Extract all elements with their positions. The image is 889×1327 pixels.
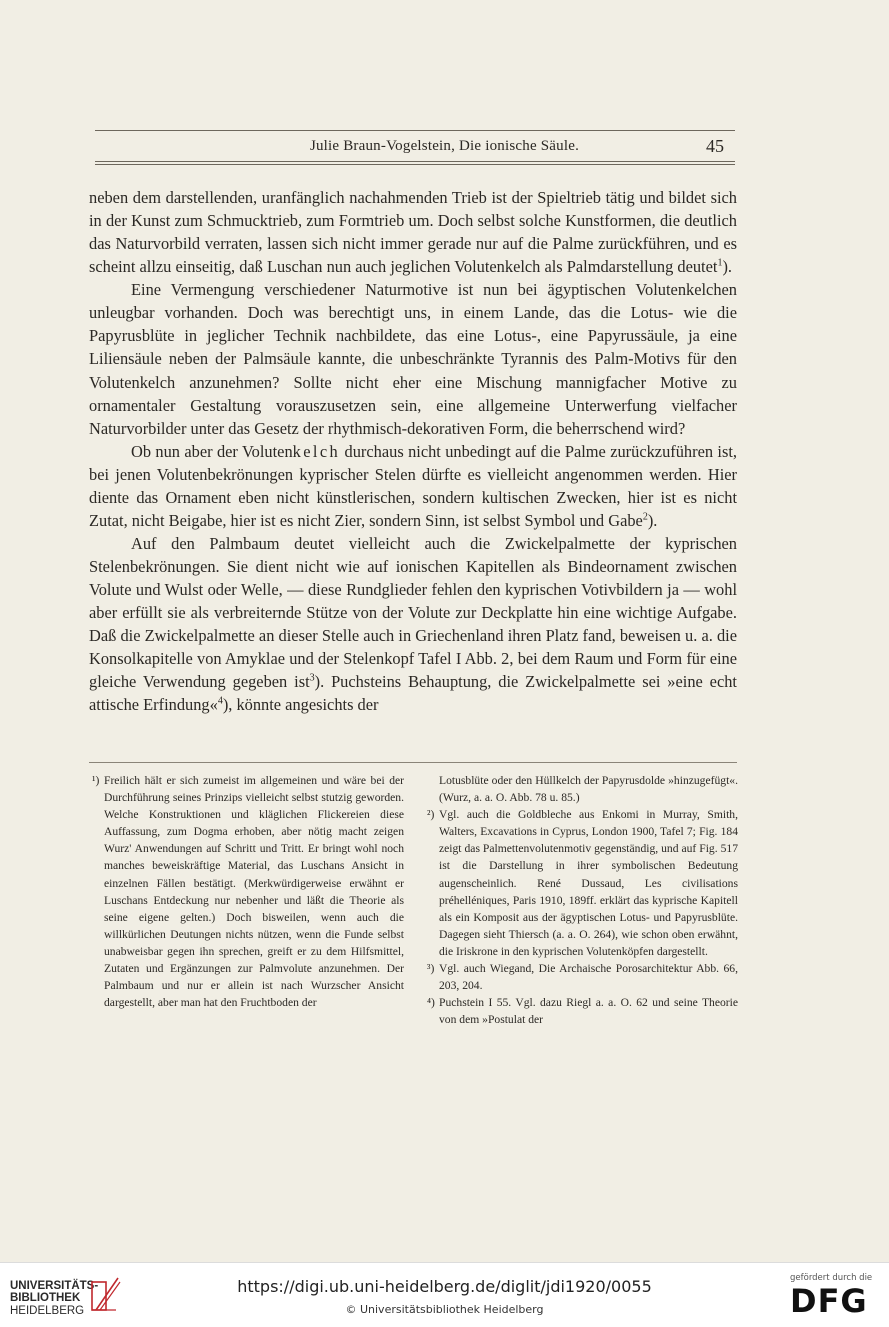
header-rule-upper <box>95 161 735 162</box>
running-head: Julie Braun-Vogelstein, Die ionische Säule. <box>309 138 580 154</box>
footnote-text: Vgl. auch die Goldbleche aus Enkomi in Murray, Smith, Walters, Excavations in Cyprus, London 1900, Tafel 7; Fig. 184 zeigt das Palmettenvolutenmotiv gegenständig, und auf Fig. 517 ist die Darstellung in ihrer symbolischen Bedeutung augenscheinlich. René Dussaud, Les civilisations préhelléniques, Paris 1910, 189ff. erklärt das kyprische Kapitell als ein Komposit aus der ägyptischen Lotus- und Papyrusblüte. Dagegen sieht Thiersch (a. a. O. 264), wie schon oben erwähnt, die Iriskrone in den kyprischen Volutenköpfen dargestellt. <box>439 808 738 958</box>
paragraph-3-spaced-word: kelch <box>292 441 341 461</box>
footnote-text: Puchstein I 55. Vgl. dazu Riegl a. a. O. 62 und seine Theorie von dem »Postulat der <box>439 996 738 1027</box>
footnote-1-continued <box>427 772 738 806</box>
library-name-line-2: BIBLIOTHEK <box>10 1292 81 1305</box>
header-rule-top <box>95 130 735 131</box>
footnote-text: Lotusblüte oder den Hüllkelch der Papyrusdolde »hinzugefügt«. (Wurz, a. a. O. Abb. 78 u. 85.) <box>439 774 738 805</box>
dfg-logo[interactable]: DFG <box>790 1282 868 1320</box>
paragraph-1-text: neben dem darstellenden, uranfänglich nachahmenden Trieb ist der Spieltrieb tätig und bildet sich in der Kunst zum Schmucktrieb, zum Formtrieb um. Doch selbst solche Kunstformen, die deutlich das Naturvorbild verraten, lassen sich nicht immer gerade nur auf die Palme zurückführen, und es scheint allzu einseitig, daß Luschan nun auch jeglichen Volutenkelch als Palmdarstellung deutet <box>89 188 737 277</box>
footnote-1 <box>92 772 404 1011</box>
body-text <box>89 186 737 716</box>
footnote-ref-1: 1 <box>717 257 723 269</box>
footnote-text: Freilich hält er sich zumeist im allgemeinen und wäre bei der Durchführung seines Prinzips vielleicht selbst stutzig geworden. Welche Konstruktionen und kläglichen Flickereien diese Auffassung, zum Dogma erhoben, aber nötig macht zeigen Wurz' Anwendungen auf Schritt und Tritt. Er bringt wohl noch manches beweiskräftige Material, das Luschans Ansicht in einzelnen Fällen bestätigt. (Merkwürdigerweise erwähnt er Luschans Entdeckung nur nebenher und läßt die Theorie als seine eigene gelten.) Doch bisweilen, wenn auch die willkürlichen Deutungen nichts nützen, wenn die Funde selbst unabweisbar gegen ihn sprechen, greift er zu dem Hilfsmittel, Zutaten und Ergänzungen zur Palmvolute anzunehmen. Der Palmbaum und nur er allein ist nach Wurzscher Ansicht dargestellt, aber man hat den Fruchtboden der <box>104 774 404 1010</box>
paragraph-3-text-b: durchaus nicht unbedingt auf die Palme zurückzuführen ist, bei jenen Volutenbekrönungen kyprischer Stelen dürfte es vielleicht angenommen werden. Hier diente das Ornament eben nicht künstlerischen, sondern kultischen Zwecken, hier ist es nicht Zutat, nicht Beigabe, hier ist es nicht Zier, sondern Sinn, ist selbst Symbol und Gabe <box>89 441 737 530</box>
header-rule-lower <box>95 164 735 165</box>
footnote-ref-2: 2 <box>642 511 648 523</box>
footnote-number: ³) <box>427 962 435 976</box>
footnote-number: ¹) <box>92 774 100 787</box>
library-name-line-3: HEIDELBERG <box>10 1304 85 1317</box>
paragraph-4-text-a: Auf den Palmbaum deutet vielleicht auch die Zwickelpalmette der kyprischen Stelenbekrönungen. Sie dient nicht wie auf ionischen Kapitellen als Bindeornament zwischen Volute und Wulst oder Welle, — diese Rundglieder fehlen den kyprischen Votivbildern ja — wohl aber erfüllt sie als verbreiternde Stütze von der Volute zur Deckplatte hin eine wichtige Aufgabe. Daß die Zwickelpalmette an dieser Stelle auch in Griechenland ihren Platz fand, beweisen u. a. die Konsolkapitelle von Amyklae und der Stelenkopf Tafel I Abb. 2, bei dem Raum und Form für eine gleiche Verwendung gegeben ist <box>89 533 737 692</box>
permalink-url[interactable]: https://digi.ub.uni-heidelberg.de/diglit/jdi1920/0055 <box>237 1277 652 1296</box>
footnote-text: Vgl. auch Wiegand, Die Archaische Porosarchitektur Abb. 66, 203, 204. <box>439 962 738 993</box>
footnotes-right-column <box>427 772 738 1028</box>
footnote-4 <box>427 994 738 1028</box>
paragraph-3-end: ). <box>647 510 658 530</box>
paragraph-4-text-b: ). Puchsteins Behauptung, die Zwickelpalmette sei »eine echt attische Erfindung« <box>89 672 737 715</box>
page-number: 45 <box>706 136 724 156</box>
viewer-footer <box>0 1262 889 1327</box>
paragraph-1-end: ). <box>722 257 733 277</box>
library-name-line-1: UNIVERSITÄTS- <box>10 1280 99 1292</box>
paragraph-3-text-a: Ob nun aber der Voluten <box>131 441 293 461</box>
paragraph-3 <box>89 440 737 532</box>
footnote-3 <box>427 960 738 994</box>
paragraph-4 <box>89 532 737 717</box>
footnote-ref-4: 4 <box>217 695 223 707</box>
copyright-notice: © Universitätsbibliothek Heidelberg <box>345 1303 544 1316</box>
footnote-ref-3: 3 <box>309 672 315 684</box>
footnote-number: ⁴) <box>427 996 435 1010</box>
paragraph-4-text-c: ), könnte angesichts der <box>222 695 379 715</box>
footnote-number: ²) <box>427 808 435 822</box>
paragraph-1 <box>89 186 737 278</box>
paragraph-2: Eine Vermengung verschiedener Naturmotive ist nun bei ägyptischen Volutenkelchen unleugbar vorhanden. Doch was berechtigt uns, in einem Lande, das die Lotus- wie die Papyrusblüte in jeglicher Technik nachbildete, das eine Lotus-, eine Papyrussäule, ja eine Liliensäule neben der Palmsäule kannte, die unbeschränkte Tyrannis des Palm-Motivs für den Volutenkelch anzunehmen? Sollte nicht eher eine Mischung mannigfacher Motive zu ornamentaler Gestaltung vorauszusetzen sein, eine allgemeine Unterwerfung vielfacher Naturvorbilder unter das Gesetz der rhythmisch-dekorativen Form, die beherrschend wird? <box>89 280 737 438</box>
footnotes-left-column <box>92 772 404 1011</box>
funding-caption: gefördert durch die <box>790 1273 873 1283</box>
footnote-2 <box>427 806 738 960</box>
footnote-rule <box>89 762 737 763</box>
